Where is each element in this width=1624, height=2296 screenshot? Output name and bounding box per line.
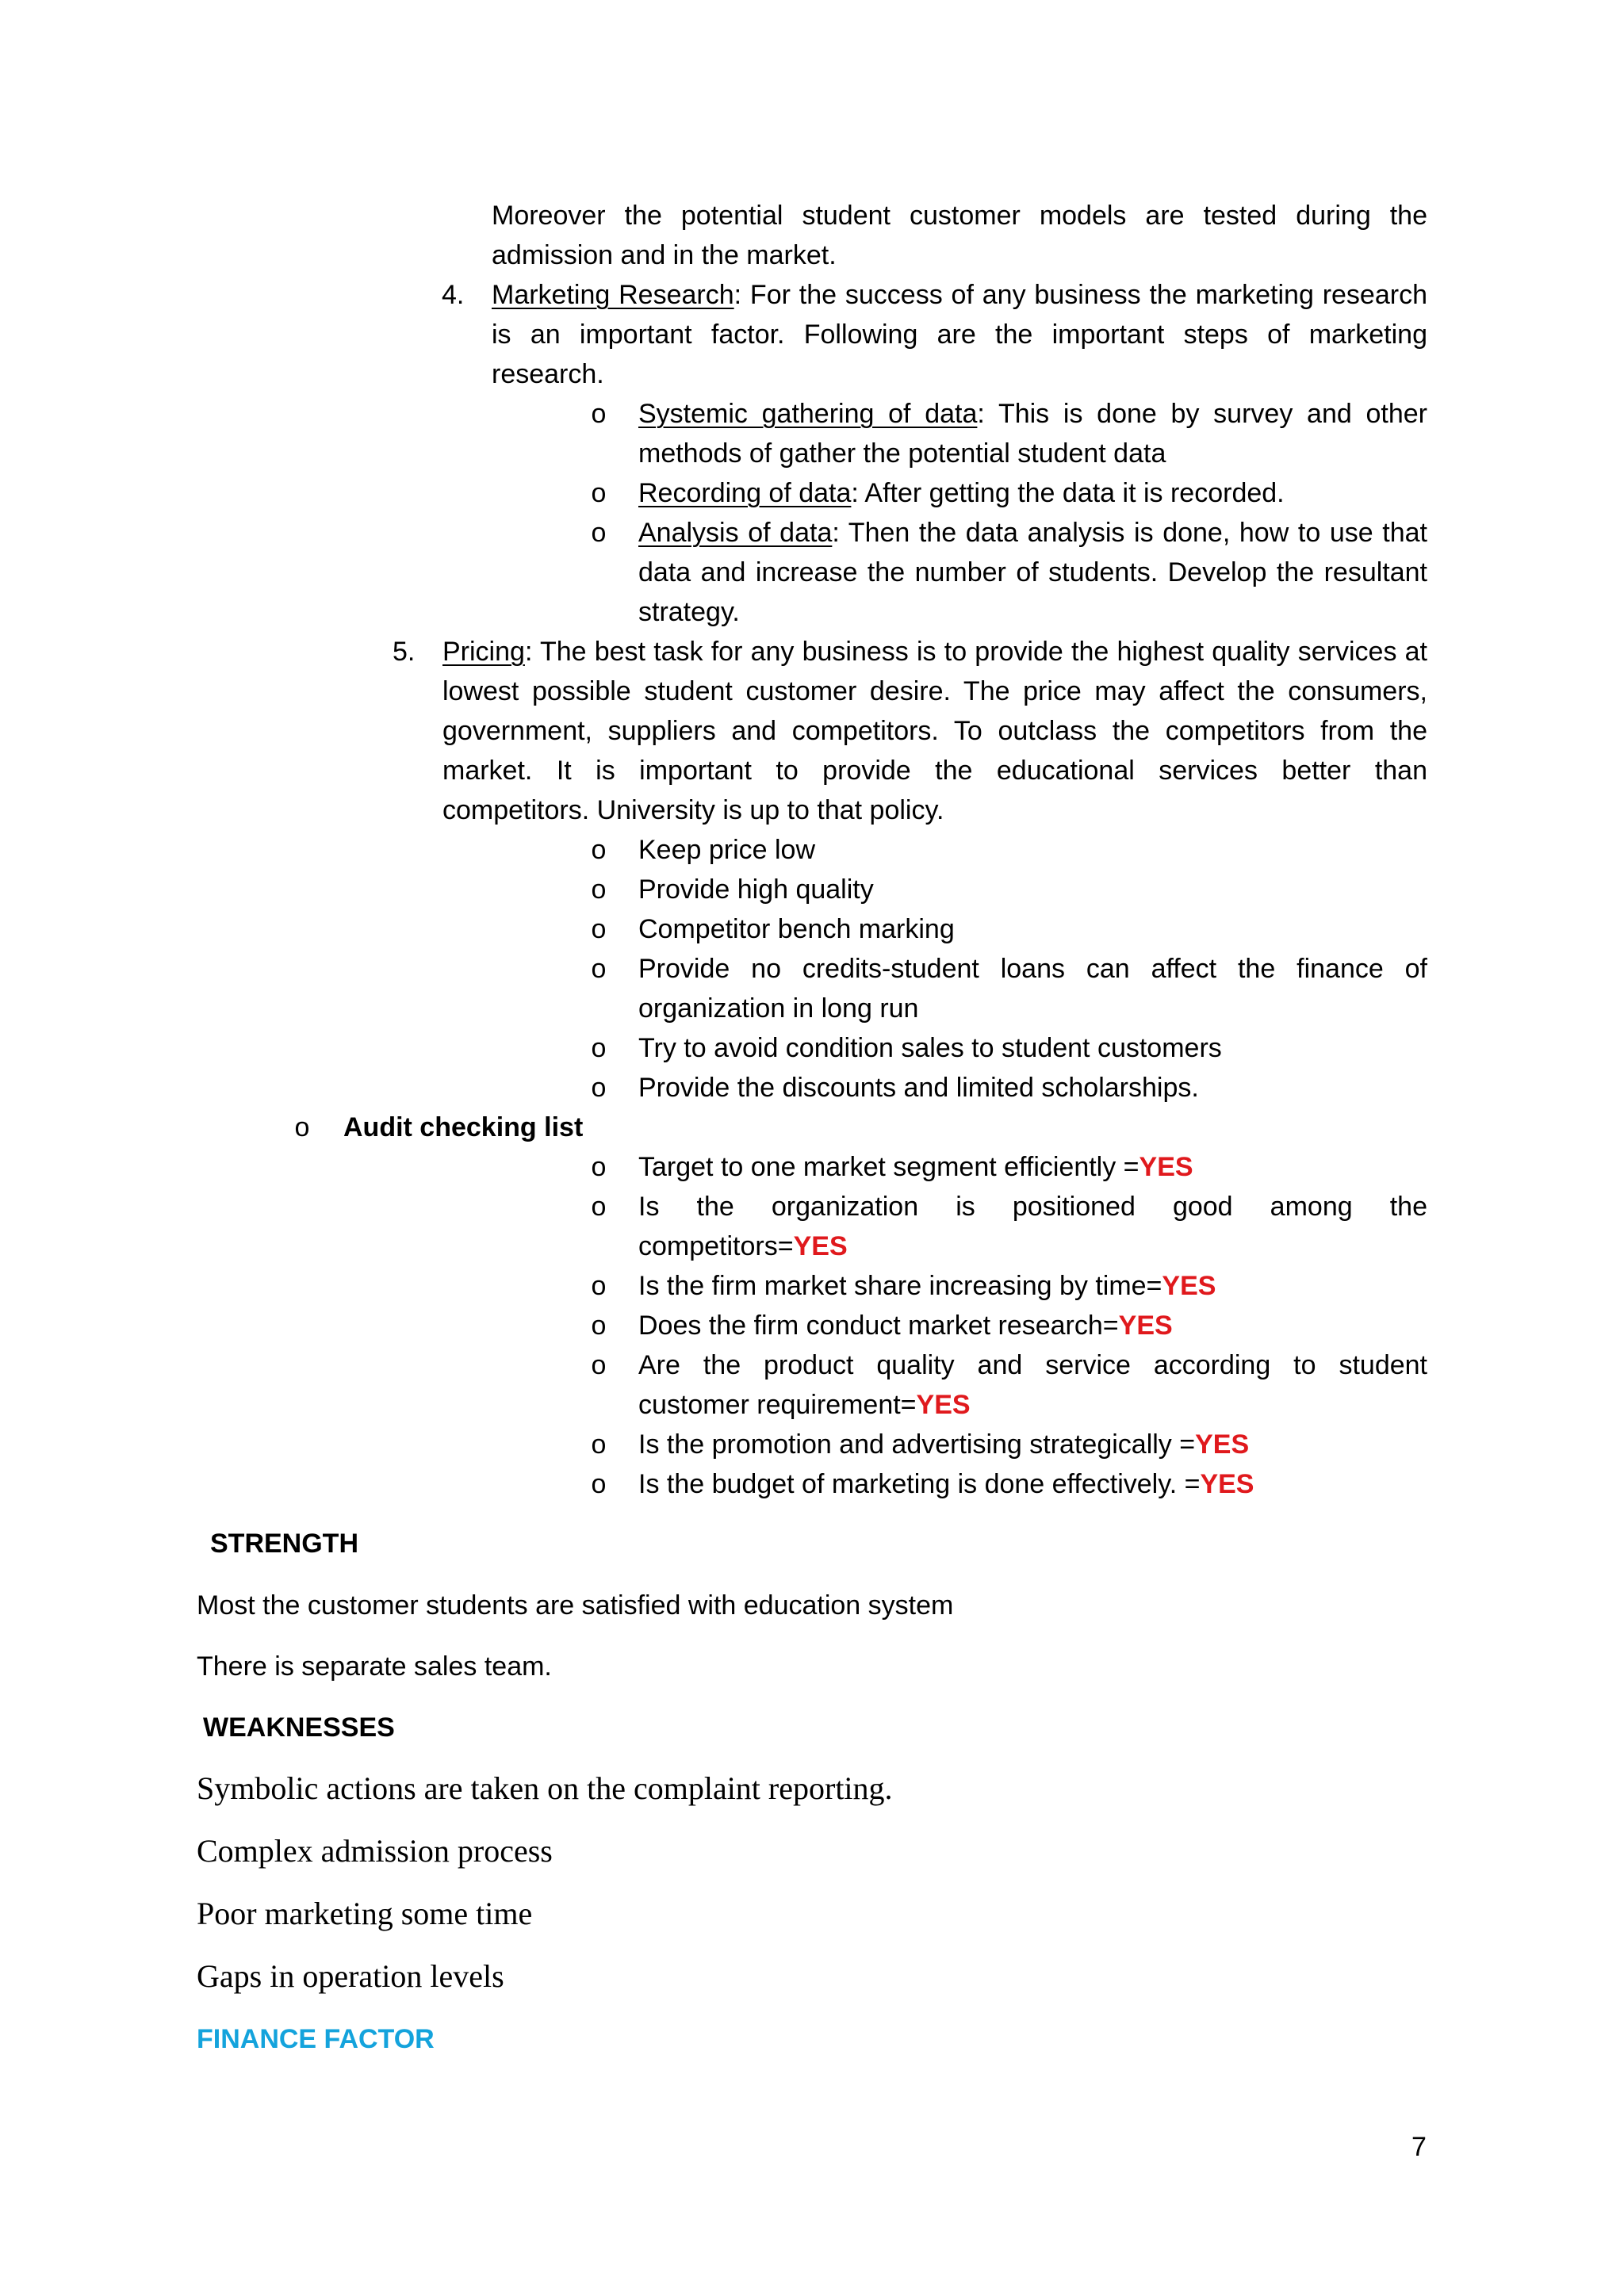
finance-heading: FINANCE FACTOR — [197, 2024, 435, 2054]
audit-item-7-text: Is the budget of marketing is done effectively. = — [638, 1469, 1201, 1499]
audit-item-7 — [638, 1464, 1254, 1504]
item5-line-5: competitors. University is up to that policy. — [442, 795, 944, 825]
item4-line-3: research. — [492, 359, 604, 389]
item5-number: 5. — [393, 637, 416, 667]
pricing-point-4-line-1: Provide no credits-student loans can affect the finance of — [638, 954, 1427, 984]
audit-item-5-line-2 — [638, 1385, 971, 1425]
item5-line-3: government, suppliers and competitors. To outclass the competitors from the — [442, 716, 1427, 746]
bullet-icon: o — [591, 518, 607, 548]
research-step-1-title: Systemic gathering of data — [638, 399, 978, 429]
item4-title: Marketing Research — [492, 280, 734, 310]
research-step-2-rest: : After getting the data it is recorded. — [851, 478, 1285, 508]
research-step-1-line-2: methods of gather the potential student data — [638, 438, 1166, 469]
pricing-point-2: Provide high quality — [638, 874, 874, 905]
bullet-icon: o — [294, 1112, 310, 1142]
item4-line-2: is an important factor. Following are the important steps of marketing — [492, 320, 1427, 350]
audit-item-4-text: Does the firm conduct market research= — [638, 1311, 1119, 1341]
audit-answer: YES — [1200, 1469, 1254, 1499]
bullet-icon: o — [591, 1152, 607, 1182]
audit-item-5-line-1: Are the product quality and service according to student — [638, 1350, 1427, 1380]
item5-line1-rest: : The best task for any business is to provide the highest quality services at — [524, 637, 1427, 667]
research-step-2-title: Recording of data — [638, 478, 852, 508]
item3-continuation-line-1: Moreover the potential student customer models are tested during the — [492, 201, 1427, 231]
audit-item-3-text: Is the firm market share increasing by time= — [638, 1271, 1162, 1301]
bullet-icon: o — [591, 954, 607, 984]
item4-line-1 — [492, 275, 1427, 315]
pricing-point-3: Competitor bench marking — [638, 914, 955, 944]
audit-heading: Audit checking list — [343, 1112, 584, 1142]
item4-number: 4. — [442, 280, 465, 310]
bullet-icon: o — [591, 1271, 607, 1301]
audit-item-6 — [638, 1425, 1249, 1464]
audit-item-1 — [638, 1147, 1193, 1187]
bullet-icon: o — [591, 1073, 607, 1103]
research-step-3-line-2: data and increase the number of students. Develop the resultant — [638, 557, 1427, 587]
audit-item-6-text: Is the promotion and advertising strategically = — [638, 1429, 1196, 1460]
weakness-item-3: Poor marketing some time — [197, 1896, 533, 1931]
bullet-icon: o — [591, 914, 607, 944]
bullet-icon: o — [591, 1033, 607, 1063]
research-step-1-line-1 — [638, 394, 1427, 434]
bullet-icon: o — [591, 1429, 607, 1460]
bullet-icon: o — [591, 399, 607, 429]
audit-item-4 — [638, 1306, 1173, 1345]
page-number: 7 — [1411, 2132, 1427, 2162]
audit-item-5-text: customer requirement= — [638, 1390, 917, 1420]
item4-line1-rest: : For the success of any business the marketing research — [733, 280, 1427, 310]
audit-answer: YES — [1118, 1311, 1173, 1341]
audit-answer: YES — [793, 1231, 848, 1261]
audit-item-2-line-1: Is the organization is positioned good among the — [638, 1192, 1427, 1222]
weakness-item-2: Complex admission process — [197, 1833, 553, 1869]
pricing-point-4-line-2: organization in long run — [638, 993, 919, 1024]
item5-line-1 — [442, 632, 1427, 672]
audit-item-3 — [638, 1266, 1216, 1306]
audit-answer: YES — [1162, 1271, 1216, 1301]
bullet-icon: o — [591, 874, 607, 905]
research-step-2-line-1 — [638, 473, 1285, 513]
research-step-3-line-3: strategy. — [638, 597, 740, 627]
pricing-point-6: Provide the discounts and limited scholarships. — [638, 1073, 1199, 1103]
weakness-item-1: Symbolic actions are taken on the complaint reporting. — [197, 1770, 893, 1806]
strength-item-1: Most the customer students are satisfied with education system — [197, 1590, 954, 1621]
weakness-item-4: Gaps in operation levels — [197, 1958, 504, 1994]
audit-item-1-text: Target to one market segment efficiently = — [638, 1152, 1139, 1182]
weaknesses-heading: WEAKNESSES — [203, 1712, 395, 1743]
item5-title: Pricing — [442, 637, 525, 667]
strength-item-2: There is separate sales team. — [197, 1651, 552, 1682]
pricing-point-1: Keep price low — [638, 835, 816, 865]
audit-item-2-text: competitors= — [638, 1231, 794, 1261]
audit-answer: YES — [1195, 1429, 1250, 1460]
audit-answer: YES — [916, 1390, 971, 1420]
pricing-point-5: Try to avoid condition sales to student customers — [638, 1033, 1222, 1063]
strength-heading: STRENGTH — [210, 1529, 358, 1559]
item3-continuation-line-2: admission and in the market. — [492, 240, 837, 270]
research-step-1-rest: : This is done by survey and other — [977, 399, 1427, 429]
item5-line-4: market. It is important to provide the educational services better than — [442, 756, 1427, 786]
research-step-3-title: Analysis of data — [638, 518, 833, 548]
item5-line-2: lowest possible student customer desire. The price may affect the consumers, — [442, 676, 1427, 706]
bullet-icon: o — [591, 1311, 607, 1341]
bullet-icon: o — [591, 1192, 607, 1222]
bullet-icon: o — [591, 835, 607, 865]
research-step-3-line-1 — [638, 513, 1427, 553]
audit-item-2-line-2 — [638, 1226, 848, 1266]
bullet-icon: o — [591, 1469, 607, 1499]
bullet-icon: o — [591, 1350, 607, 1380]
audit-answer: YES — [1139, 1152, 1193, 1182]
research-step-3-rest: : Then the data analysis is done, how to use that — [832, 518, 1427, 548]
bullet-icon: o — [591, 478, 607, 508]
